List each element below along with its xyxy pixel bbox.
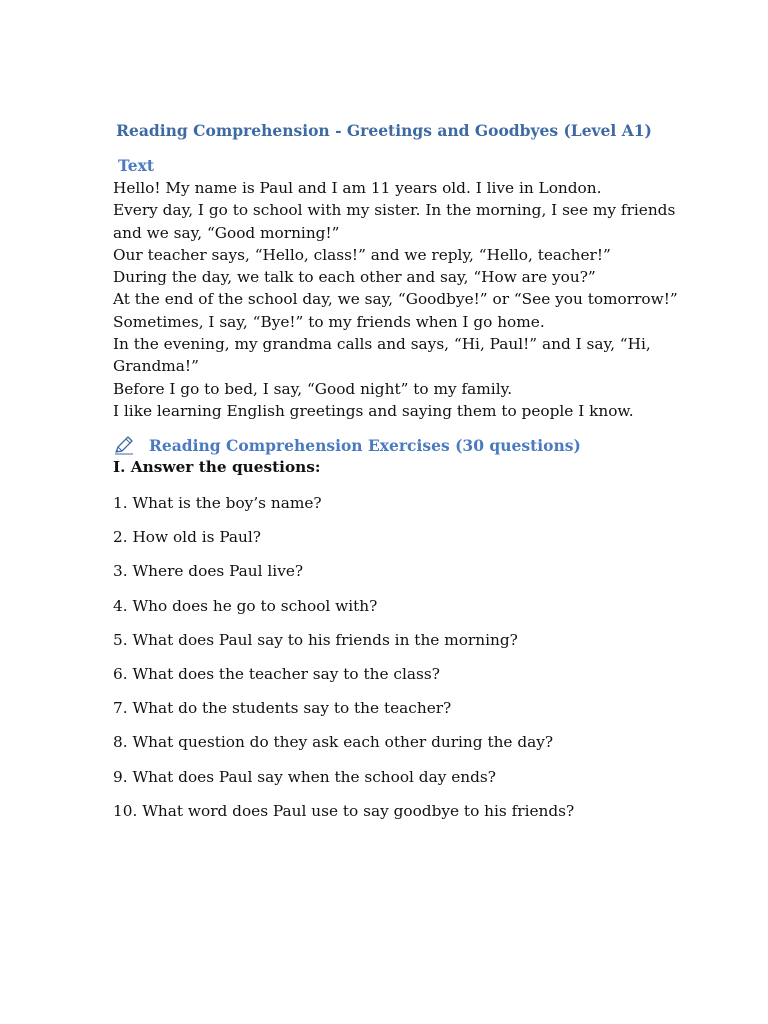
story-line: At the end of the school day, we say, “Goodbye!” or “See you tomorrow!” xyxy=(113,290,678,309)
exercise-title: Reading Comprehension Exercises (30 questions) xyxy=(149,435,581,455)
question-item: 7. What do the students say to the teacher? xyxy=(113,699,452,718)
question-item: 2. How old is Paul? xyxy=(113,528,261,547)
exercise-heading xyxy=(113,435,581,455)
question-list xyxy=(113,492,673,834)
story-line: Our teacher says, “Hello, class!” and we reply, “Hello, teacher!” xyxy=(113,245,611,264)
story-line: In the evening, my grandma calls and says, “Hi, Paul!” and I say, “Hi, xyxy=(113,335,651,354)
question-item: 8. What question do they ask each other during the day? xyxy=(113,733,554,752)
question-item: 1. What is the boy’s name? xyxy=(113,494,322,512)
text-section-label: Text xyxy=(118,156,155,175)
story-line: During the day, we talk to each other and say, “How are you?” xyxy=(113,268,596,287)
document-title: Reading Comprehension - Greetings and Goodbyes (Level A1) xyxy=(116,121,652,140)
story-line: I like learning English greetings and saying them to people I know. xyxy=(113,401,634,420)
pencil-icon xyxy=(113,435,135,455)
story-line: Before I go to bed, I say, “Good night” to my family. xyxy=(113,379,513,398)
question-item: 6. What does the teacher say to the class? xyxy=(113,664,440,683)
story-text xyxy=(113,177,678,422)
story-line: Grandma!” xyxy=(113,357,199,376)
question-item: 5. What does Paul say to his friends in the morning? xyxy=(113,630,518,649)
story-line: Hello! My name is Paul and I am 11 years old. I live in London. xyxy=(113,179,602,197)
story-line: Sometimes, I say, “Bye!” to my friends when I go home. xyxy=(113,312,545,331)
question-item: 9. What does Paul say when the school day ends? xyxy=(113,767,496,786)
story-line: and we say, “Good morning!” xyxy=(113,223,340,242)
question-item: 4. Who does he go to school with? xyxy=(113,596,378,615)
story-line: Every day, I go to school with my sister. In the morning, I see my friends xyxy=(113,201,676,220)
part-title: I. Answer the questions: xyxy=(113,458,321,476)
question-item: 10. What word does Paul use to say goodbye to his friends? xyxy=(113,801,575,820)
question-item: 3. Where does Paul live? xyxy=(113,562,304,581)
